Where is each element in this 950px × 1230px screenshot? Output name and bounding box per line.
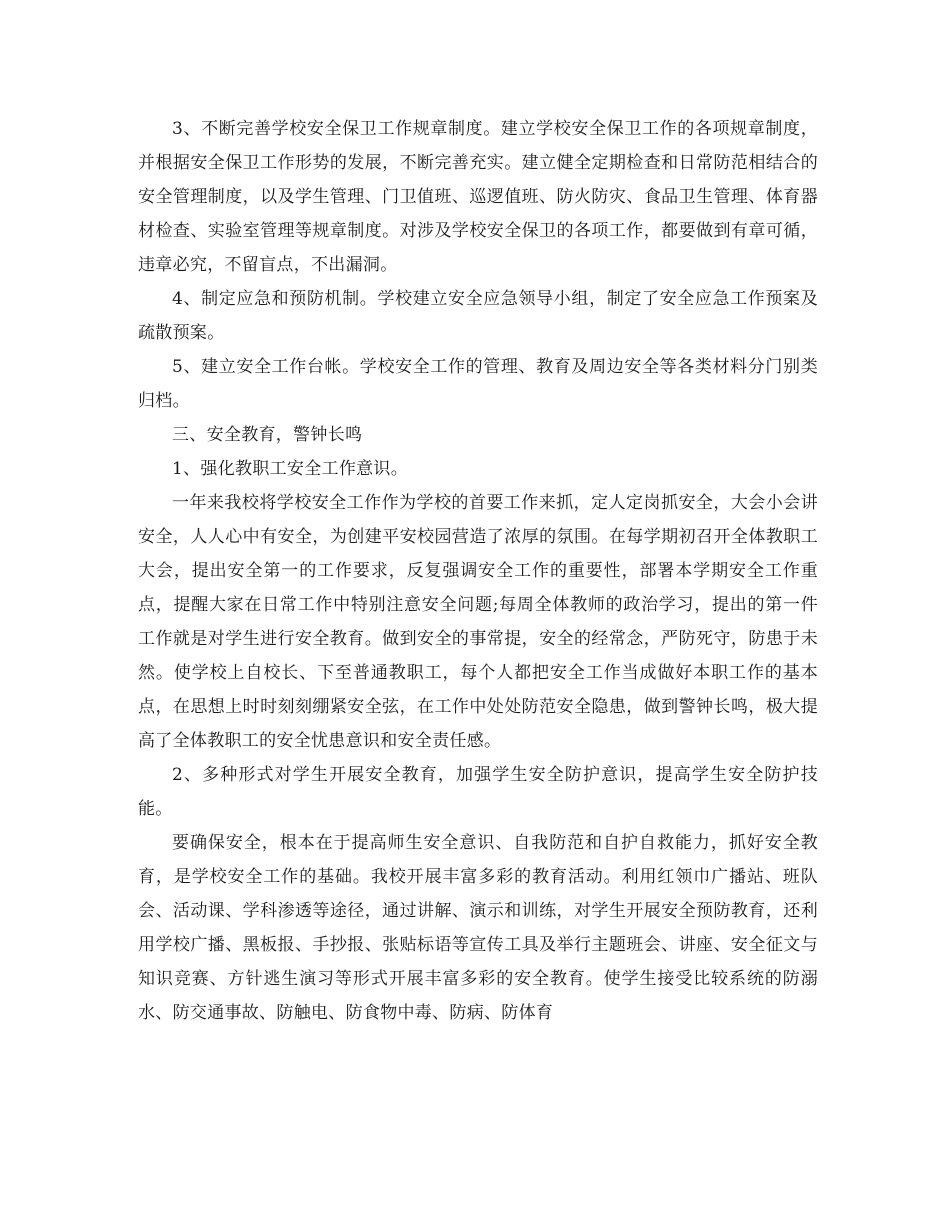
document-body <box>138 112 818 1030</box>
paragraph-rules-system: 3、不断完善学校安全保卫工作规章制度。建立学校安全保卫工作的各项规章制度，并根据安全保卫工作形势的发展，不断完善充实。建立健全定期检查和日常防范相结合的安全管理制度，以及学生管理、门卫值班、巡逻值班、防火防灾、食品卫生管理、体育器材检查、实验室管理等规章制度。对涉及学校安全保卫的各项工作，都要做到有章可循，违章必究，不留盲点，不出漏洞。 <box>138 119 818 275</box>
subheading-staff-awareness: 1、强化教职工安全工作意识。 <box>172 459 409 479</box>
subheading-student-education: 2、多种形式对学生开展安全教育，加强学生安全防护意识，提高学生安全防护技能。 <box>138 765 818 819</box>
paragraph-safety-ledger: 5、建立安全工作台帐。学校安全工作的管理、教育及周边安全等各类材料分门别类归档。 <box>138 357 818 411</box>
section-heading-safety-education: 三、安全教育，警钟长鸣 <box>172 425 363 445</box>
paragraph-student-education: 要确保安全，根本在于提高师生安全意识、自我防范和自护自救能力，抓好安全教育，是学校安全工作的基础。我校开展丰富多彩的教育活动。利用红领巾广播站、班队会、活动课、学科渗透等途径，通过讲解、演示和训练，对学生开展安全预防教育，还利用学校广播、黑板报、手抄报、张贴标语等宣传工具及举行主题班会、讲座、安全征文与知识竞赛、方针逃生演习等形式开展丰富多彩的安全教育。使学生接受比较系统的防溺水、防交通事故、防触电、防食物中毒、防病、防体育 <box>138 833 818 1023</box>
paragraph-staff-awareness: 一年来我校将学校安全工作作为学校的首要工作来抓，定人定岗抓安全，大会小会讲安全，人人心中有安全，为创建平安校园营造了浓厚的氛围。在每学期初召开全体教职工大会，提出安全第一的工作要求，反复强调安全工作的重要性，部署本学期安全工作重点，提醒大家在日常工作中特别注意安全问题;每周全体教师的政治学习，提出的第一件工作就是对学生进行安全教育。做到安全的事常提，安全的经常念，严防死守，防患于未然。使学校上自校长、下至普通教职工，每个人都把安全工作当成做好本职工作的基本点，在思想上时时刻刻绷紧安全弦，在工作中处处防范安全隐患，做到警钟长鸣，极大提高了全体教职工的安全忧患意识和安全责任感。 <box>138 493 818 751</box>
paragraph-emergency-mechanism: 4、制定应急和预防机制。学校建立安全应急领导小组，制定了安全应急工作预案及疏散预案。 <box>138 289 818 343</box>
